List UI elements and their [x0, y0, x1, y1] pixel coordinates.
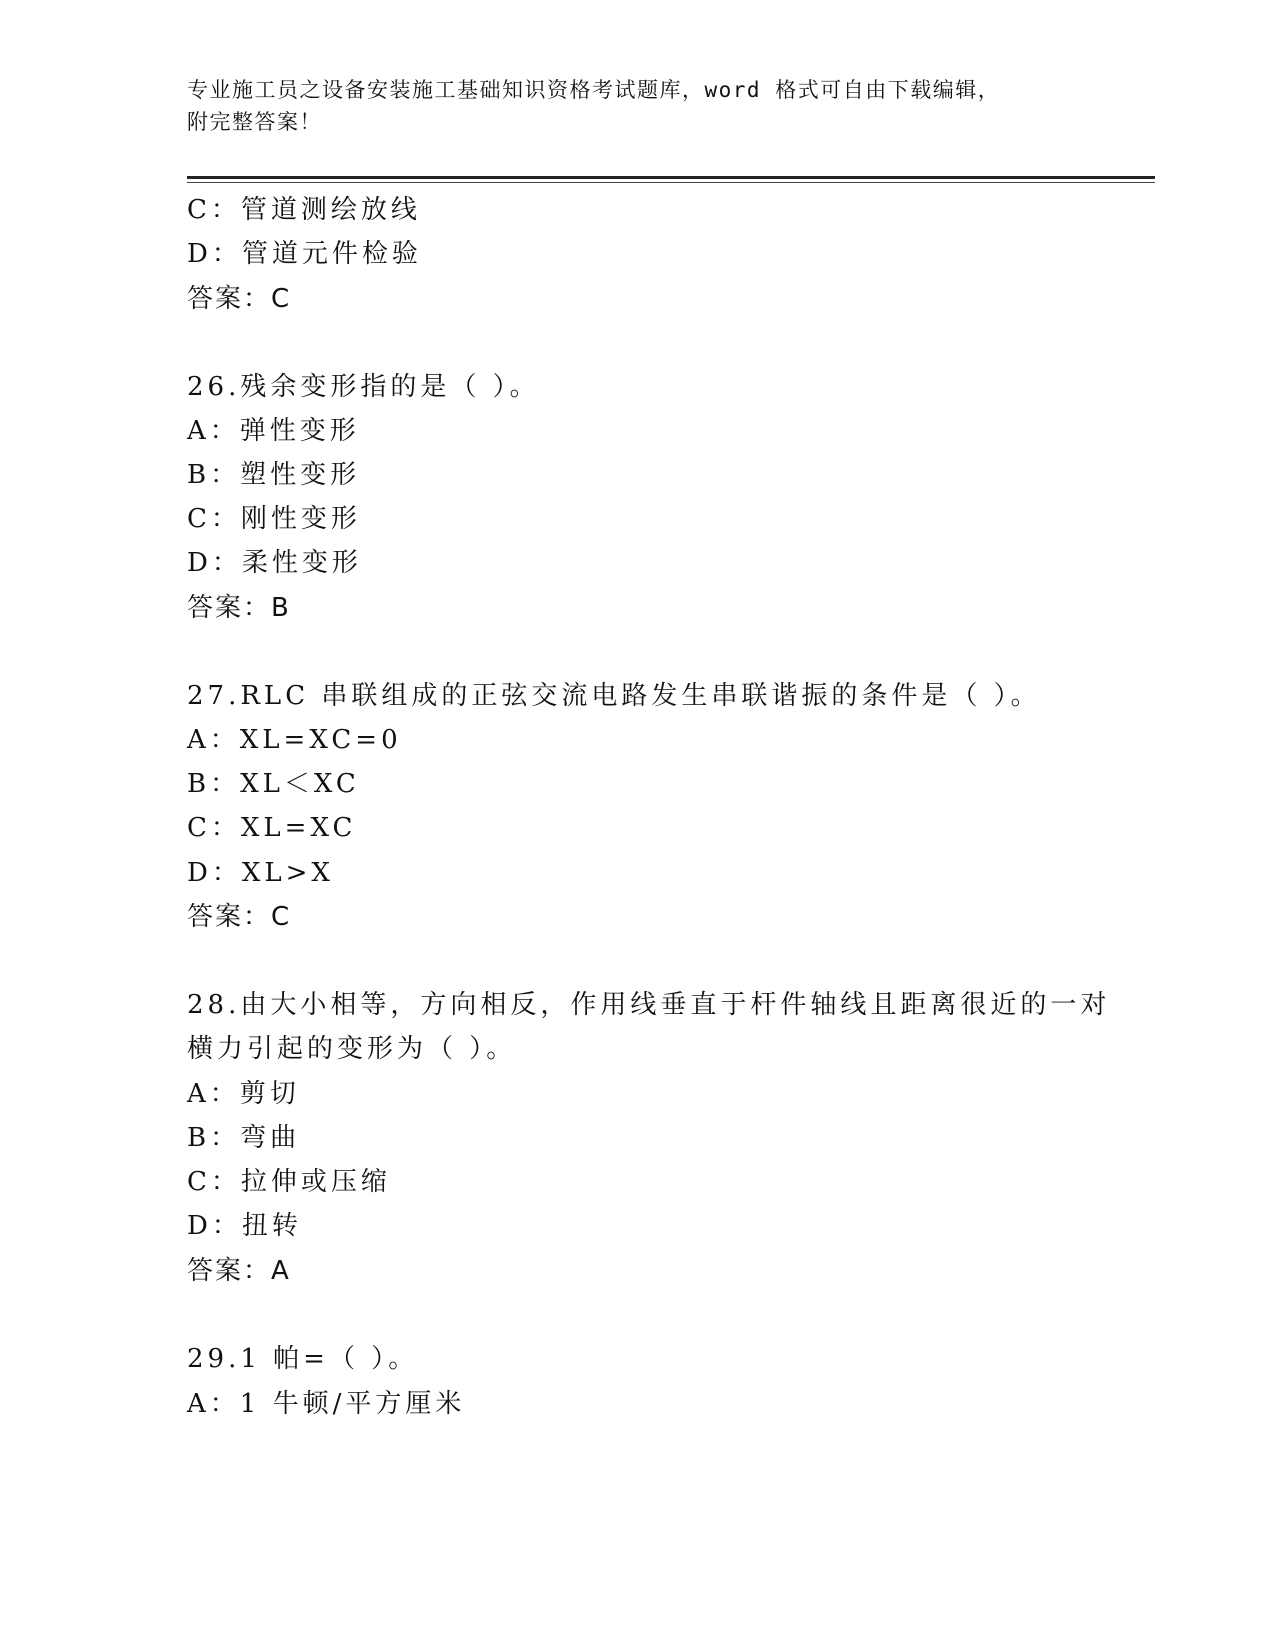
- option-d: D：柔性变形: [187, 548, 362, 578]
- option-b: B：塑性变形: [187, 460, 361, 490]
- option-d: D：管道元件检验: [187, 239, 422, 269]
- option-a: A：弹性变形: [187, 416, 360, 446]
- question-stem-28-line2: 横力引起的变形为（ ）。: [187, 1034, 517, 1064]
- answer-line: 答案：A: [187, 1256, 291, 1286]
- header-line-2: 附完整答案！: [187, 110, 322, 134]
- answer-line: 答案：B: [187, 593, 291, 623]
- option-b: B：XL＜XC: [187, 769, 360, 799]
- option-a: A：1 牛顿/平方厘米: [187, 1389, 466, 1419]
- question-stem-27: 27.RLC 串联组成的正弦交流电路发生串联谐振的条件是（ ）。: [187, 681, 1041, 711]
- header-line-1: 专业施工员之设备安装施工基础知识资格考试题库，word 格式可自由下载编辑，: [187, 78, 1001, 102]
- question-stem-26: 26.残余变形指的是（ ）。: [187, 372, 540, 402]
- header-divider-thin: [187, 182, 1155, 183]
- option-b: B：弯曲: [187, 1123, 301, 1153]
- header-divider-thick: [187, 176, 1155, 179]
- option-a: A：XL=XC=0: [187, 725, 402, 755]
- option-c: C：管道测绘放线: [187, 195, 421, 225]
- document-header: [187, 74, 1087, 138]
- answer-line: 答案：C: [187, 284, 292, 314]
- option-a: A：剪切: [187, 1079, 300, 1109]
- option-d: D：XL>X: [187, 858, 334, 888]
- option-d: D：扭转: [187, 1211, 302, 1241]
- question-stem-29: 29.1 帕=（ ）。: [187, 1344, 419, 1374]
- option-c: C：XL=XC: [187, 813, 357, 843]
- option-c: C：刚性变形: [187, 504, 361, 534]
- question-stem-28-line1: 28.由大小相等，方向相反，作用线垂直于杆件轴线且距离很近的一对: [187, 990, 1111, 1020]
- answer-line: 答案：C: [187, 902, 292, 932]
- option-c: C：拉伸或压缩: [187, 1167, 391, 1197]
